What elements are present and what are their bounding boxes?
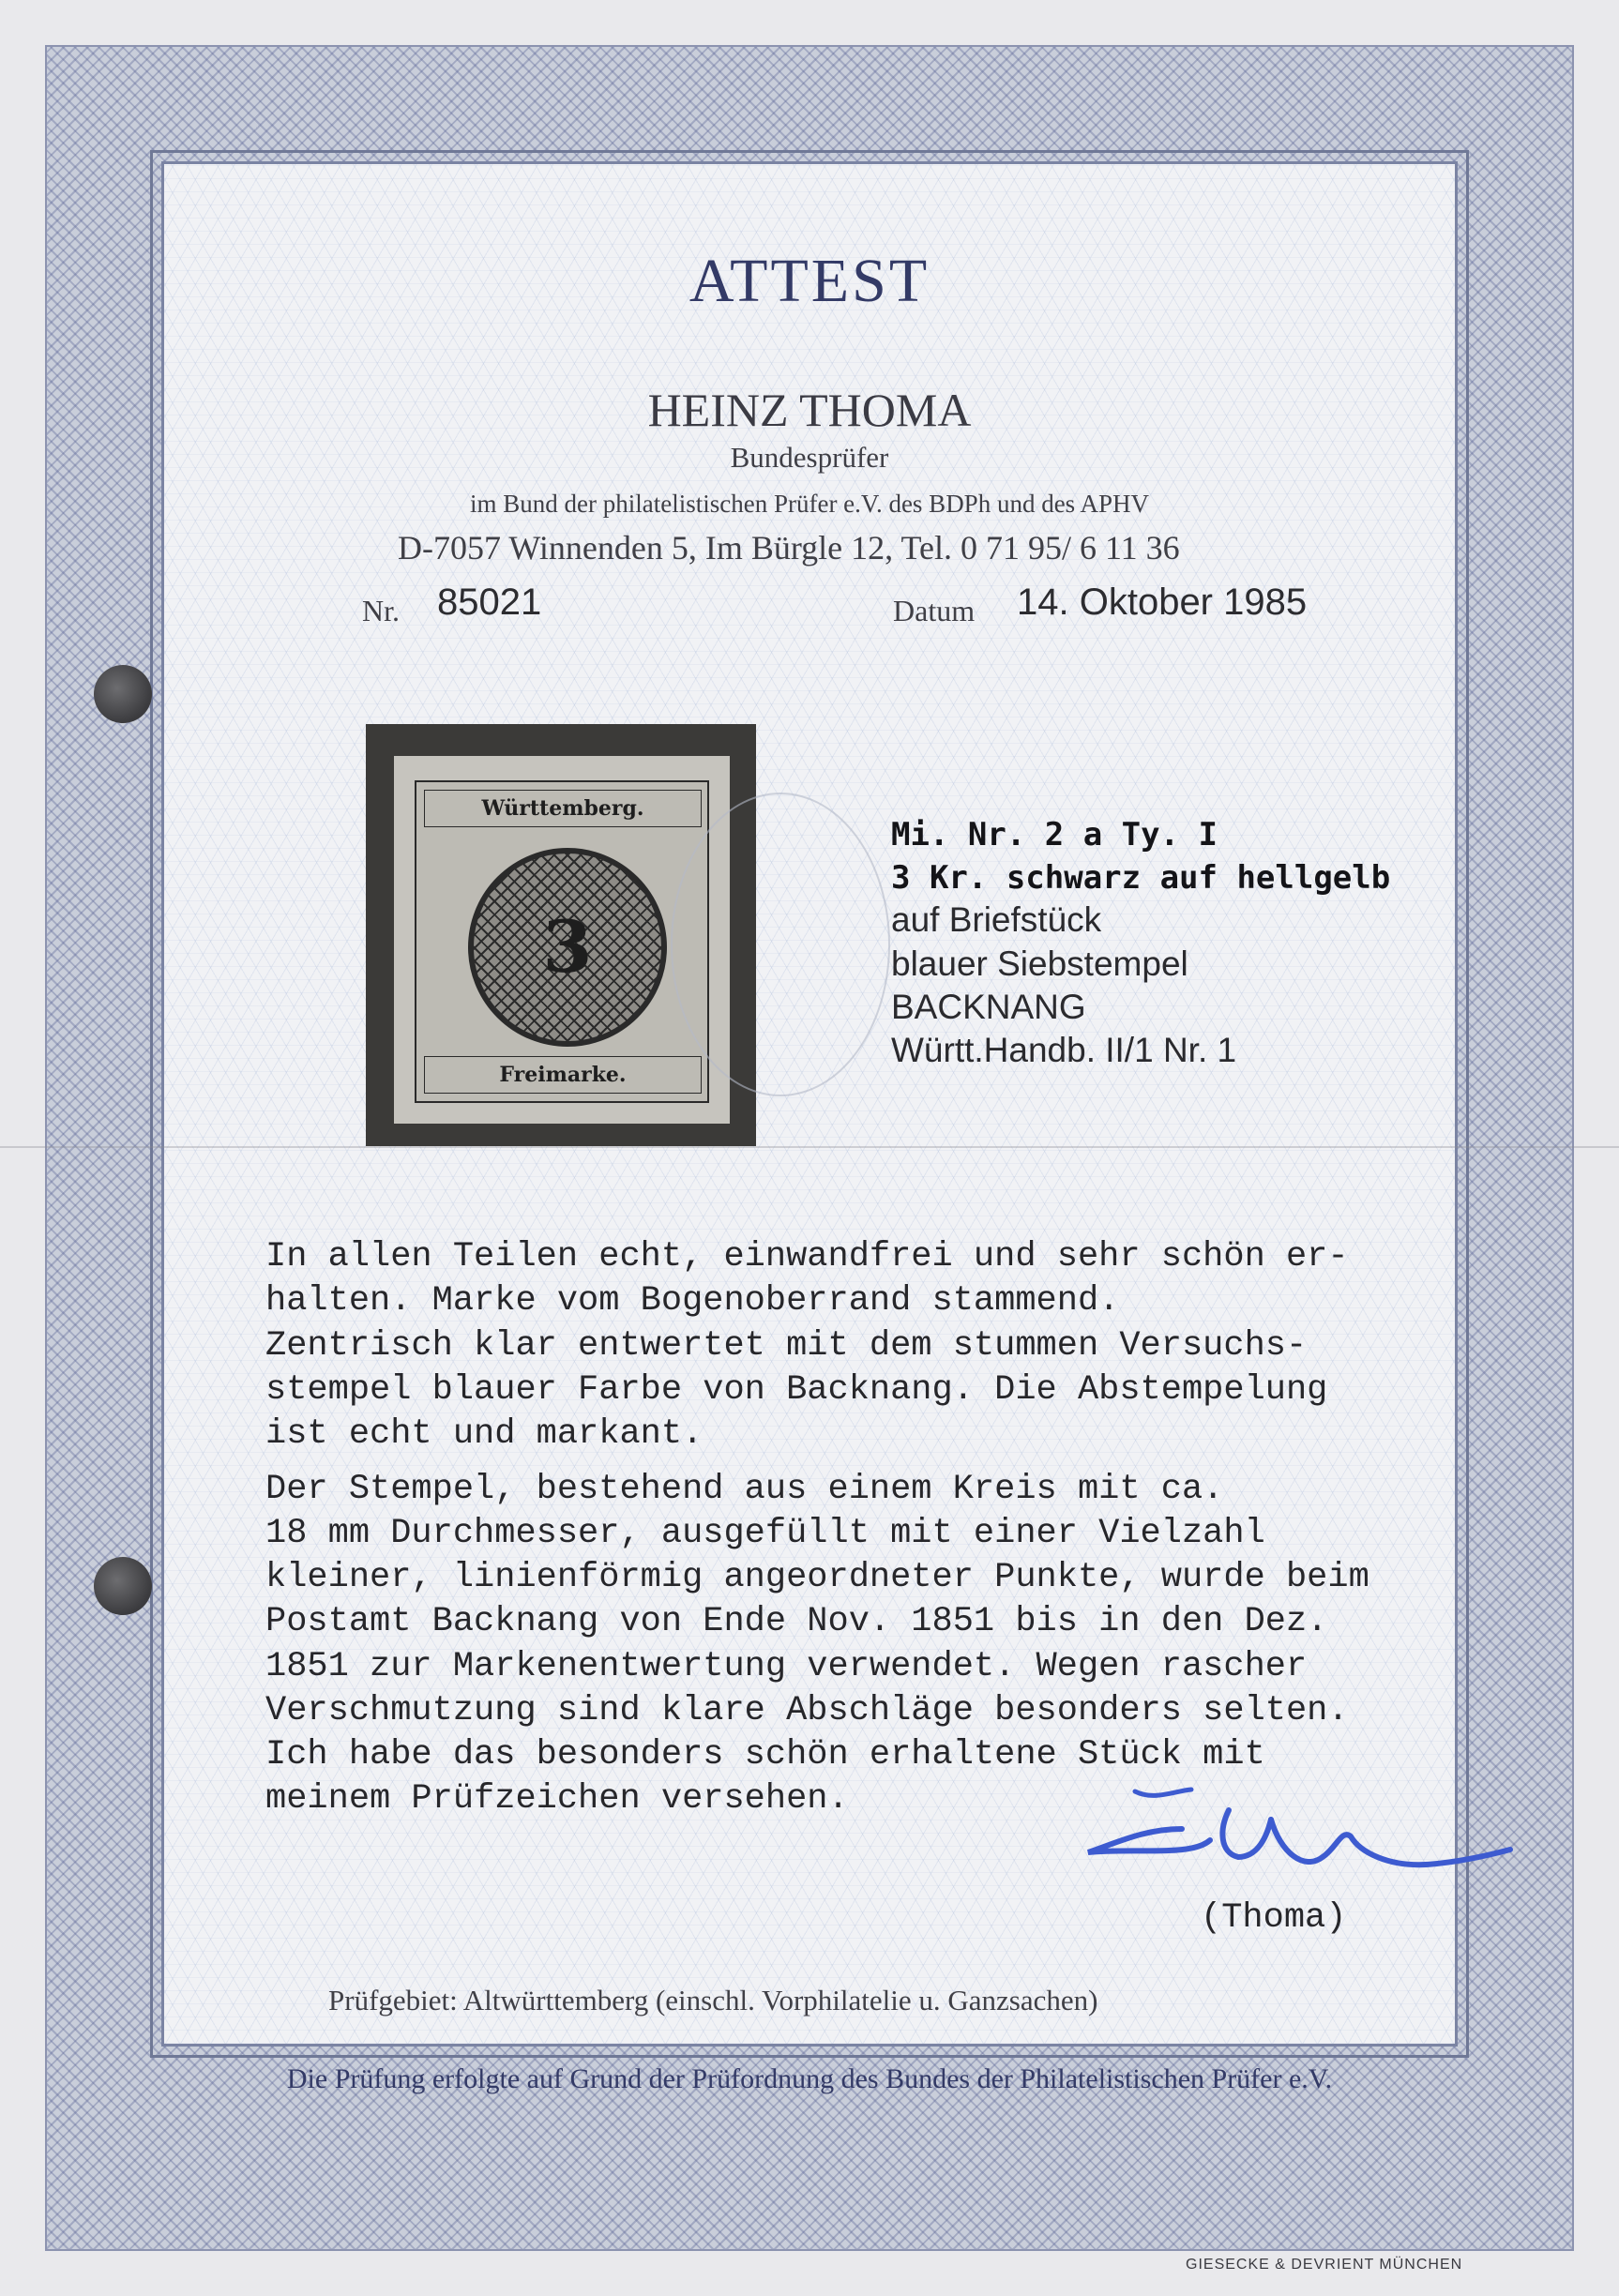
body-line: Der Stempel, bestehend aus einem Kreis mit ca. — [265, 1470, 1224, 1509]
examination-statement: Die Prüfung erfolgte auf Grund der Prüfordnung des Bundes der Philatelistischen Prüfer e.V. — [286, 2063, 1333, 2094]
association-line: im Bund der philatelistischen Prüfer e.V. des BDPh und des APHV — [470, 490, 1149, 518]
fold-line — [0, 1146, 1619, 1148]
printer-imprint: GIESECKE & DEVRIENT MÜNCHEN — [1186, 2257, 1463, 2273]
embossed-seal — [671, 793, 890, 1096]
punch-hole-bottom — [94, 1557, 152, 1615]
body-line: Ich habe das besonders schön erhaltene Stück mit — [265, 1735, 1265, 1775]
body-line: meinem Prüfzeichen versehen. — [265, 1779, 849, 1819]
desc-line-3: auf Briefstück — [891, 900, 1102, 939]
body-line: Zentrisch klar entwertet mit dem stummen Versuchs- — [265, 1326, 1308, 1366]
body-line: halten. Marke vom Bogenoberrand stammend. — [265, 1281, 1120, 1321]
handwritten-signature — [1079, 1763, 1548, 1895]
certificate-number: 85021 — [437, 582, 542, 623]
stamp-top-label: Württemberg. — [424, 790, 702, 827]
date-label: Datum — [893, 594, 976, 627]
body-line: Verschmutzung sind klare Abschläge besonders selten. — [265, 1691, 1349, 1730]
stamp-design — [415, 780, 709, 1103]
stamp-bottom-label: Freimarke. — [424, 1056, 702, 1094]
body-line: Postamt Backnang von Ende Nov. 1851 bis in den Dez. — [265, 1602, 1328, 1641]
signatory-name: (Thoma) — [1201, 1898, 1347, 1938]
examiner-role: Bundesprüfer — [730, 441, 889, 474]
number-label: Nr. — [362, 594, 400, 627]
address-line: D-7057 Winnenden 5, Im Bürgle 12, Tel. 0 71 95/ 6 11 36 — [398, 529, 1180, 566]
body-line: ist echt und markant. — [265, 1414, 704, 1454]
catalog-number: Mi. Nr. 2 a Ty. I — [891, 816, 1218, 853]
body-line: 18 mm Durchmesser, ausgefüllt mit einer Vielzahl — [265, 1514, 1265, 1553]
desc-line-4: blauer Siebstempel — [891, 944, 1188, 983]
stamp-denomination: 3 Kr. schwarz auf hellgelb — [891, 859, 1391, 897]
certificate-date: 14. Oktober 1985 — [1017, 582, 1308, 623]
body-line: kleiner, linienförmig angeordneter Punkte, wurde beim — [265, 1558, 1369, 1597]
body-line: stempel blauer Farbe von Backnang. Die Abstempelung — [265, 1370, 1328, 1410]
desc-line-6: Württ.Handb. II/1 Nr. 1 — [891, 1031, 1237, 1069]
certificate-title: ATTEST — [688, 247, 931, 315]
punch-hole-top — [94, 665, 152, 723]
body-line: 1851 zur Markenentwertung verwendet. Wegen rascher — [265, 1647, 1308, 1686]
cancellation-mark — [468, 848, 667, 1047]
stamp-numeral: 3 — [542, 905, 593, 989]
body-line: In allen Teilen echt, einwandfrei und sehr schön er- — [265, 1237, 1349, 1276]
desc-line-5: BACKNANG — [891, 988, 1086, 1026]
examination-domain: Prüfgebiet: Altwürttemberg (einschl. Vorphilatelie u. Ganzsachen) — [328, 1984, 1098, 2017]
examiner-name: HEINZ THOMA — [647, 384, 972, 436]
